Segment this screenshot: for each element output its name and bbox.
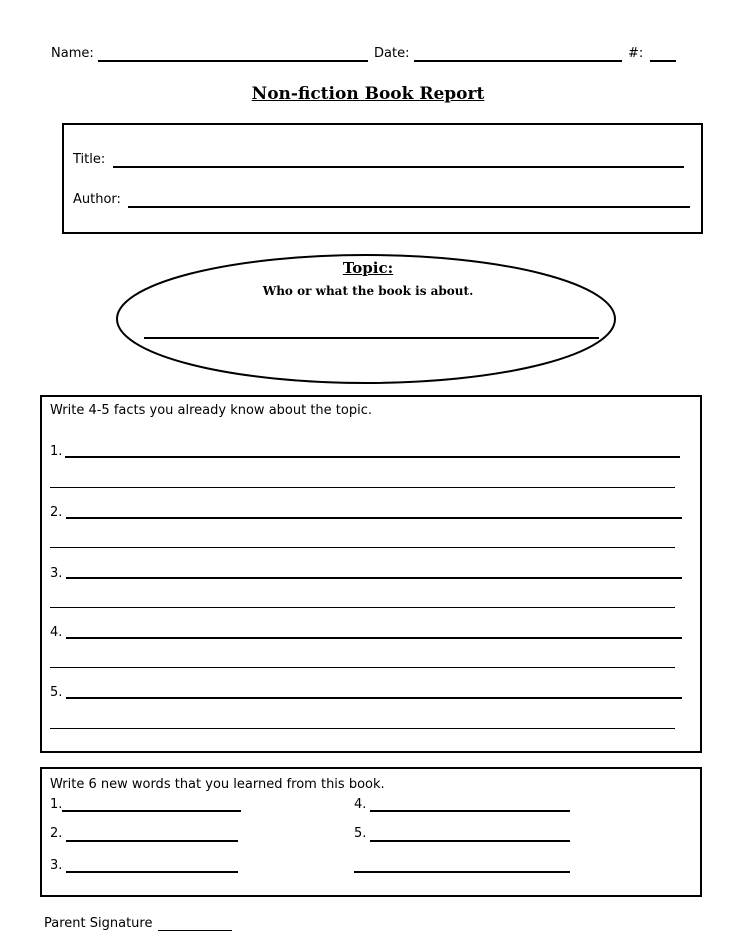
parent-signature-label: Parent Signature: [44, 916, 153, 931]
word-line[interactable]: [354, 871, 570, 873]
name-label: Name:: [51, 46, 94, 61]
fact-line[interactable]: [66, 517, 682, 519]
number-label: #:: [628, 46, 644, 61]
words-prompt: Write 6 new words that you learned from this book.: [50, 777, 385, 792]
fact-continuation-line[interactable]: [50, 607, 675, 608]
page-title: Non-fiction Book Report: [251, 84, 485, 104]
word-number: 4.: [354, 797, 367, 812]
fact-number: 1.: [50, 444, 63, 459]
fact-line[interactable]: [66, 697, 682, 699]
word-number: 1.: [50, 797, 63, 812]
word-line[interactable]: [66, 840, 238, 842]
topic-field-line[interactable]: [144, 337, 599, 339]
word-number: 5.: [354, 826, 367, 841]
fact-line[interactable]: [66, 637, 682, 639]
facts-box: [40, 395, 702, 753]
fact-number: 2.: [50, 505, 63, 520]
parent-signature-line[interactable]: [158, 930, 232, 931]
facts-prompt: Write 4-5 facts you already know about the topic.: [50, 403, 372, 418]
topic-heading: Topic:: [342, 259, 394, 277]
fact-continuation-line[interactable]: [50, 728, 675, 729]
word-line[interactable]: [66, 871, 238, 873]
fact-number: 3.: [50, 566, 63, 581]
fact-line[interactable]: [65, 456, 680, 458]
topic-subtitle: Who or what the book is about.: [262, 284, 474, 298]
word-line[interactable]: [62, 810, 241, 812]
author-label: Author:: [73, 192, 121, 207]
fact-number: 4.: [50, 625, 63, 640]
title-label: Title:: [73, 152, 106, 167]
word-number: 2.: [50, 826, 63, 841]
date-label: Date:: [374, 46, 410, 61]
fact-line[interactable]: [66, 577, 682, 579]
fact-continuation-line[interactable]: [50, 487, 675, 488]
fact-continuation-line[interactable]: [50, 667, 675, 668]
fact-number: 5.: [50, 685, 63, 700]
word-line[interactable]: [370, 810, 570, 812]
topic-ellipse: [0, 0, 736, 400]
word-number: 3.: [50, 858, 63, 873]
word-line[interactable]: [370, 840, 570, 842]
fact-continuation-line[interactable]: [50, 547, 675, 548]
